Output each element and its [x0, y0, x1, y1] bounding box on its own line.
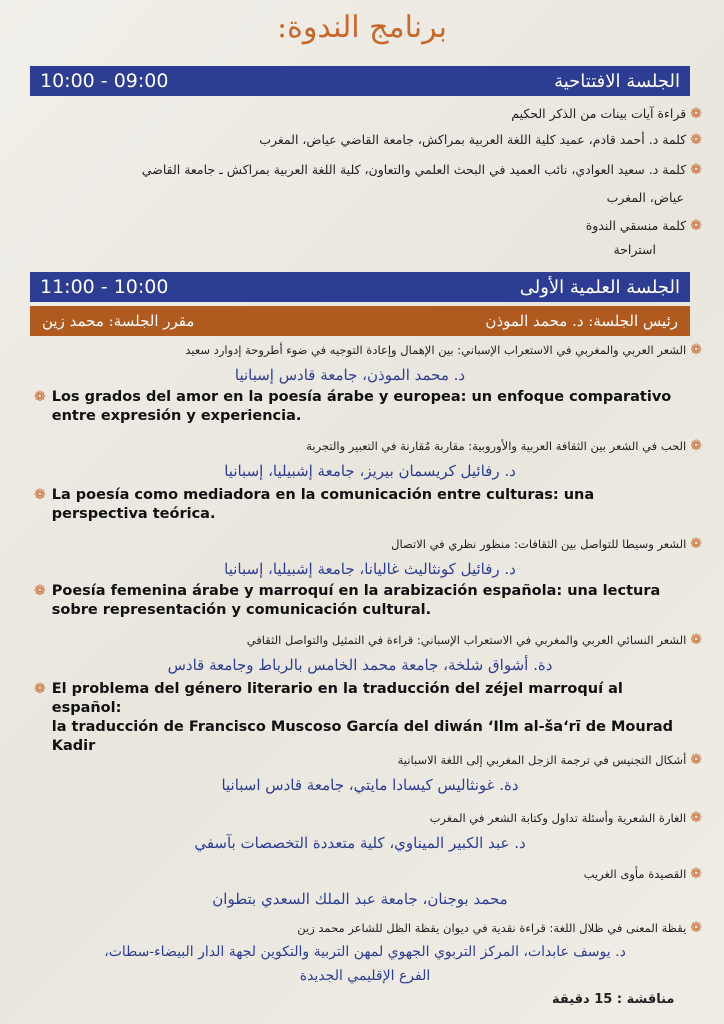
paper-speaker: د. عبد الكبير الميناوي، كلية متعددة التخصصات بآسفي — [194, 834, 526, 852]
discussion-note: مناقشة : 15 دقيقة — [552, 992, 675, 1007]
flower-icon: ❁ — [34, 487, 46, 503]
flower-icon: ❁ — [690, 536, 702, 552]
paper-speaker: د. محمد الموذن، جامعة قادس إسبانيا — [234, 366, 466, 384]
session1-title: الجلسة العلمية الأولى — [519, 276, 680, 298]
session1-rapporteur: مقرر الجلسة: محمد زين — [42, 312, 195, 330]
paper-title-arabic: ❁ القصيدة مأوى الغريب — [583, 866, 702, 882]
paper-title-spanish: ❁ Los grados del amor en la poesía árabe y europea: un enfoque comparativo entre expresión y experiencia. — [34, 389, 672, 424]
flower-icon: ❁ — [34, 389, 46, 405]
paper-title-spanish: ❁ Poesía femenina árabe y marroquí en la arabización española: una lectura sobre representación y comunicación cultural. — [34, 583, 661, 618]
page-title: برنامج الندوة: — [277, 10, 447, 45]
flower-icon: ❁ — [690, 218, 702, 234]
flower-icon: ❁ — [34, 681, 46, 697]
flower-icon: ❁ — [690, 106, 702, 122]
flower-icon: ❁ — [690, 162, 702, 178]
session1-chair: رئيس الجلسة: د. محمد الموذن — [485, 312, 678, 330]
paper-title-arabic: ❁ الشعر العربي والمغربي في الاستعراب الإسباني: بين الإهمال وإعادة التوجيه في ضوء أطروحة إدوارد سعيد — [185, 342, 702, 358]
paper-title-arabic: ❁ الغارة الشعرية وأسئلة تداول وكتابة الشعر في المغرب — [429, 810, 702, 826]
paper-speaker: د. رفائيل كريسمان بيريز، جامعة إشبيليا، إسبانيا — [224, 462, 516, 480]
session1-bar — [30, 272, 690, 302]
paper-title-arabic: ❁ الشعر النسائي العربي والمغربي في الاستعراب الإسباني: قراءة في التمثيل والتواصل الثقافي — [246, 632, 702, 648]
opening-item: ❁ كلمة د. سعيد العوادي، نائب العميد في البحث العلمي والتعاون، كلية اللغة العربية بمراكش ـ جامعة القاضي — [141, 162, 702, 178]
opening-item: ❁ قراءة آيات بينات من الذكر الحكيم — [511, 106, 702, 122]
opening-session-time: 10:00 - 09:00 — [40, 70, 169, 92]
paper-title-arabic: ❁ الحب في الشعر بين الثقافة العربية والأوروبية: مقاربة مُقارنة في التعبير والتجربة — [306, 438, 702, 454]
flower-icon: ❁ — [690, 810, 702, 826]
flower-icon: ❁ — [690, 752, 702, 768]
opening-item-continuation: عياض، المغرب — [606, 190, 684, 205]
flower-icon: ❁ — [690, 438, 702, 454]
paper-speaker-continuation: الفرع الإقليمي الجديدة — [299, 968, 431, 984]
paper-speaker: د. يوسف عابدات، المركز التربوي الجهوي لمهن التربية والتكوين لجهة الدار البيضاء-سطات، — [104, 944, 626, 960]
flower-icon: ❁ — [690, 632, 702, 648]
paper-title-arabic: ❁ يقظة المعنى في ظلال اللغة: قراءة نقدية في ديوان يقظة الظل للشاعر محمد زين — [297, 920, 702, 936]
paper-speaker: دة. غونثاليس كيسادا مايتي، جامعة قادس اسبانيا — [221, 776, 519, 794]
paper-title-spanish: ❁ La poesía como mediadora en la comunicación entre culturas: una perspectiva teórica. — [34, 487, 595, 522]
paper-title-arabic: ❁ أشكال التجنيس في ترجمة الزجل المغربي إلى اللغة الاسبانية — [397, 752, 702, 768]
flower-icon: ❁ — [690, 342, 702, 358]
session1-chairs-bar — [30, 306, 690, 336]
flower-icon: ❁ — [690, 132, 702, 148]
flower-icon: ❁ — [34, 583, 46, 599]
paper-speaker: د. رفائيل كونثاليث غاليانا، جامعة إشبيليا، إسبانيا — [224, 560, 516, 578]
opening-item: ❁ كلمة منسقي الندوة — [585, 218, 702, 234]
paper-title-arabic: ❁ الشعر وسيطا للتواصل بين الثقافات: منظور نظري في الاتصال — [391, 536, 702, 552]
paper-speaker: محمد بوجنان، جامعة عبد الملك السعدي بتطوان — [212, 890, 508, 908]
break-label: استراحة — [613, 242, 656, 257]
opening-session-title: الجلسة الافتتاحية — [554, 70, 680, 92]
paper-title-spanish: ❁ El problema del género literario en la traducción del zéjel marroquí al español: la traducción de Francisco Muscoso García del diwán ‘Ilm al-ša‘rī de Mourad Kadir — [34, 681, 674, 754]
paper-speaker: دة. أشواق شلخة، جامعة محمد الخامس بالرباط وجامعة قادس — [167, 656, 553, 674]
opening-session-bar — [30, 66, 690, 96]
session1-time: 11:00 - 10:00 — [40, 276, 169, 298]
opening-item: ❁ كلمة د. أحمد قادم، عميد كلية اللغة العربية بمراكش، جامعة القاضي عياض، المغرب — [259, 132, 702, 148]
flower-icon: ❁ — [690, 866, 702, 882]
flower-icon: ❁ — [690, 920, 702, 936]
